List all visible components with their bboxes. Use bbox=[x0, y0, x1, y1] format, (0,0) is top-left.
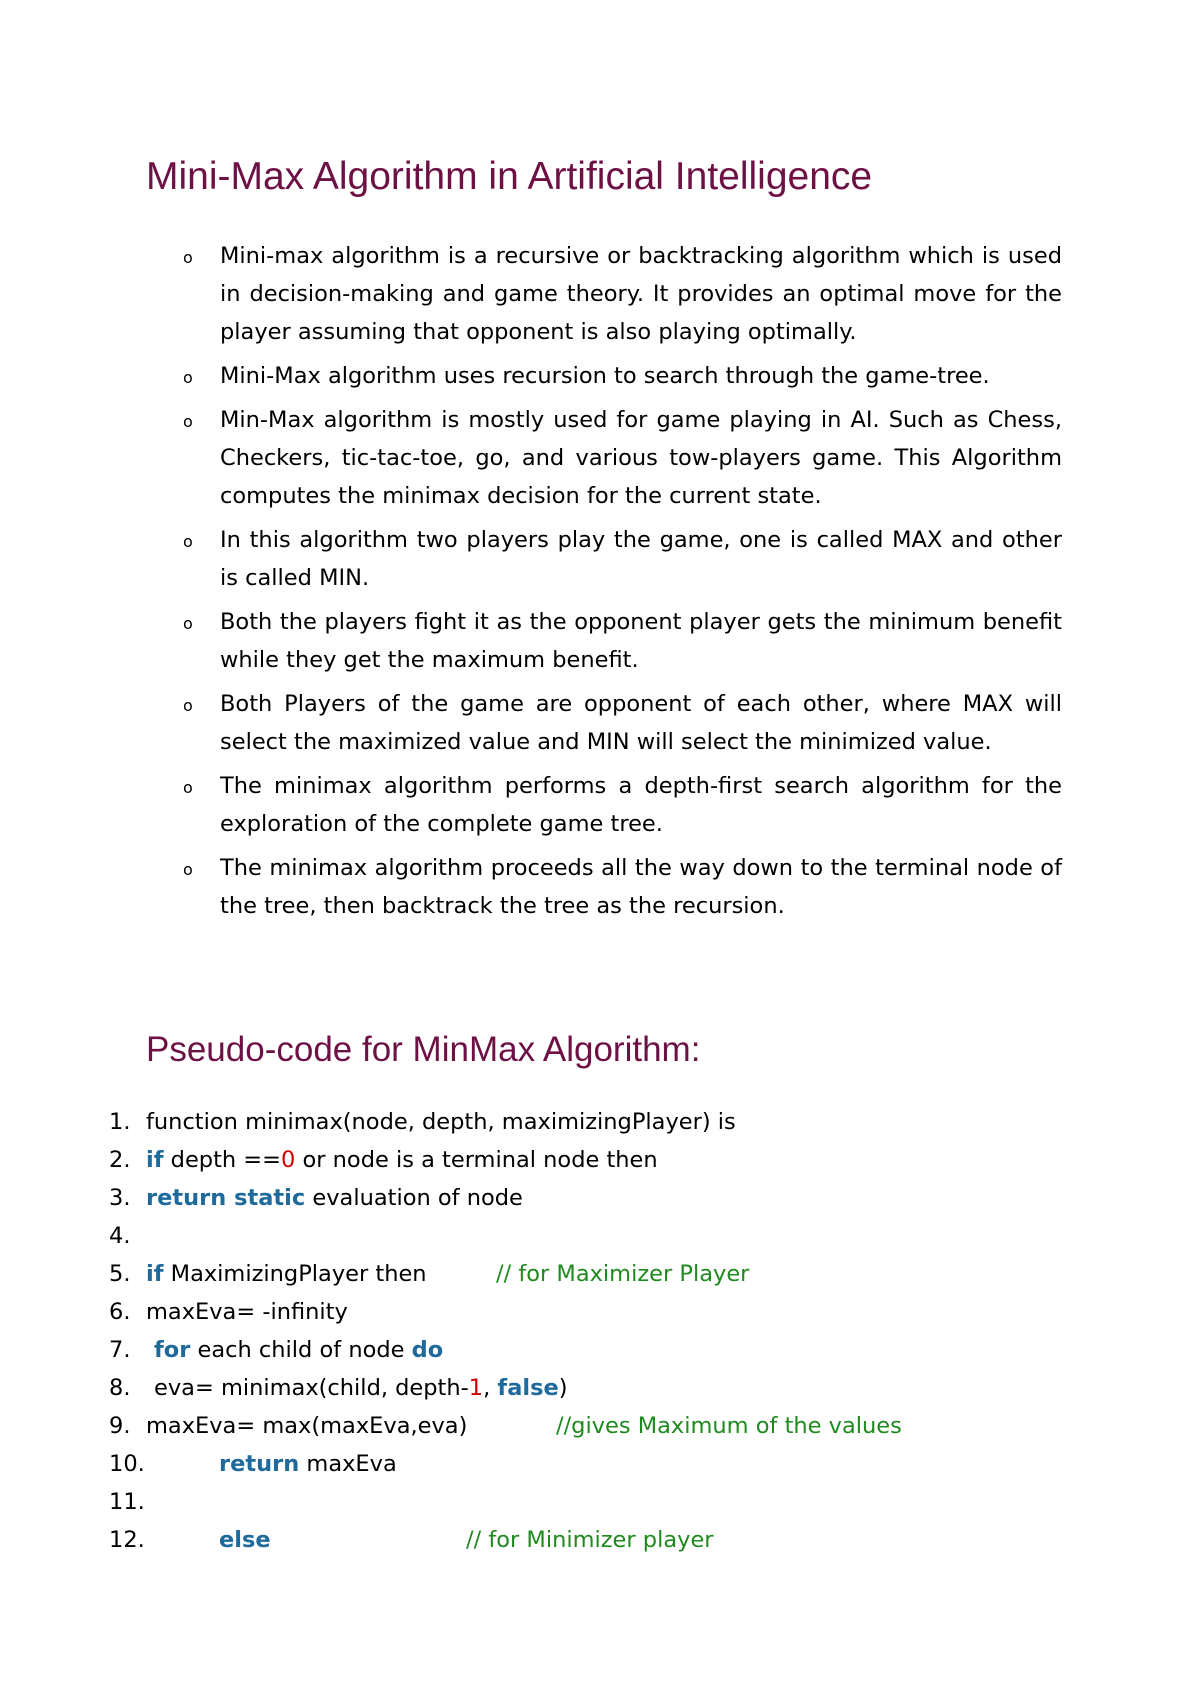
code-plain: maxEva= -infinity bbox=[146, 1299, 348, 1325]
code-keyword: else bbox=[219, 1527, 271, 1553]
bullet-text: Both the players fight it as the opponent player gets the minimum benefit while they get the maximum benefit. bbox=[220, 609, 1062, 673]
bullet-marker-icon: o bbox=[183, 248, 193, 267]
bullet-text: In this algorithm two players play the game, one is called MAX and other is called MIN. bbox=[220, 527, 1062, 591]
code-plain: eva= minimax(child, depth- bbox=[154, 1375, 469, 1401]
code-line bbox=[0, 1483, 1200, 1521]
code-text bbox=[219, 1521, 271, 1559]
code-plain: or node is a terminal node then bbox=[295, 1147, 658, 1173]
code-plain: evaluation of node bbox=[305, 1185, 523, 1211]
code-comment: // for Minimizer player bbox=[466, 1527, 714, 1553]
code-plain: depth == bbox=[163, 1147, 282, 1173]
code-line bbox=[0, 1293, 1200, 1331]
code-keyword: return bbox=[219, 1451, 300, 1477]
code-line bbox=[0, 1217, 1200, 1255]
line-number: 12. bbox=[109, 1527, 145, 1553]
bullet-text: The minimax algorithm performs a depth-first search algorithm for the exploration of the complete game tree. bbox=[220, 773, 1062, 837]
line-number: 2. bbox=[109, 1147, 131, 1173]
bullet-text: The minimax algorithm proceeds all the way down to the terminal node of the tree, then backtrack the tree as the recursion. bbox=[220, 855, 1062, 919]
pseudo-code-list bbox=[0, 1103, 1200, 1559]
code-keyword: do bbox=[411, 1337, 444, 1363]
code-line bbox=[0, 1141, 1200, 1179]
code-text bbox=[146, 1407, 467, 1445]
code-plain: each child of node bbox=[190, 1337, 412, 1363]
list-item bbox=[0, 237, 1062, 351]
code-text bbox=[219, 1445, 397, 1483]
code-keyword: if bbox=[146, 1147, 164, 1173]
code-keyword: return static bbox=[146, 1185, 306, 1211]
page-title: Mini-Max Algorithm in Artificial Intelligence bbox=[146, 155, 873, 198]
bullet-marker-icon: o bbox=[183, 412, 193, 431]
list-item bbox=[0, 685, 1062, 761]
bullet-marker-icon: o bbox=[183, 532, 193, 551]
bullet-marker-icon: o bbox=[183, 368, 193, 387]
code-text bbox=[146, 1103, 736, 1141]
bullet-text: Both Players of the game are opponent of each other, where MAX will select the maximized value and MIN will select the minimized value. bbox=[220, 691, 1062, 755]
code-text bbox=[154, 1369, 568, 1407]
line-number: 4. bbox=[109, 1223, 131, 1249]
code-literal: 1 bbox=[468, 1375, 484, 1401]
code-line bbox=[0, 1521, 1200, 1559]
line-number: 9. bbox=[109, 1413, 131, 1439]
code-literal: 0 bbox=[281, 1147, 296, 1173]
line-number: 1. bbox=[109, 1109, 131, 1135]
line-number: 10. bbox=[109, 1451, 145, 1477]
code-text bbox=[146, 1255, 427, 1293]
bullet-marker-icon: o bbox=[183, 696, 193, 715]
code-text bbox=[146, 1179, 523, 1217]
code-text bbox=[146, 1141, 658, 1179]
code-line bbox=[0, 1331, 1200, 1369]
line-number: 11. bbox=[109, 1489, 145, 1515]
code-text bbox=[146, 1293, 348, 1331]
line-number: 3. bbox=[109, 1185, 131, 1211]
list-item bbox=[0, 357, 1062, 395]
code-plain: maxEva= max(maxEva,eva) bbox=[146, 1413, 468, 1439]
code-keyword: false bbox=[497, 1375, 559, 1401]
line-number: 6. bbox=[109, 1299, 131, 1325]
code-line bbox=[0, 1369, 1200, 1407]
code-keyword: if bbox=[146, 1261, 164, 1287]
code-line bbox=[0, 1179, 1200, 1217]
list-item bbox=[0, 603, 1062, 679]
code-text bbox=[154, 1331, 443, 1369]
bullet-text: Mini-Max algorithm uses recursion to search through the game-tree. bbox=[220, 363, 990, 389]
code-plain: , bbox=[483, 1375, 498, 1401]
bullet-list bbox=[0, 237, 1200, 931]
list-item bbox=[0, 521, 1062, 597]
code-line bbox=[0, 1407, 1200, 1445]
list-item bbox=[0, 767, 1062, 843]
bullet-text: Mini-max algorithm is a recursive or backtracking algorithm which is used in decision-making and game theory. It provides an optimal move for the player assuming that opponent is also playing optimally. bbox=[220, 243, 1062, 345]
code-plain: function minimax(node, depth, maximizingPlayer) is bbox=[146, 1109, 736, 1135]
bullet-text: Min-Max algorithm is mostly used for game playing in AI. Such as Chess, Checkers, tic-tac-toe, go, and various tow-players game. This Algorithm computes the minimax decision for the current state. bbox=[220, 407, 1062, 509]
line-number: 5. bbox=[109, 1261, 131, 1287]
code-keyword: for bbox=[154, 1337, 191, 1363]
bullet-marker-icon: o bbox=[183, 614, 193, 633]
list-item bbox=[0, 849, 1062, 925]
line-number: 7. bbox=[109, 1337, 131, 1363]
code-line bbox=[0, 1255, 1200, 1293]
code-line bbox=[0, 1103, 1200, 1141]
code-line bbox=[0, 1445, 1200, 1483]
bullet-marker-icon: o bbox=[183, 860, 193, 879]
section-title: Pseudo-code for MinMax Algorithm: bbox=[146, 1030, 701, 1069]
bullet-marker-icon: o bbox=[183, 778, 193, 797]
code-comment: // for Maximizer Player bbox=[496, 1261, 750, 1287]
list-item bbox=[0, 401, 1062, 515]
code-comment: //gives Maximum of the values bbox=[556, 1413, 902, 1439]
code-plain: maxEva bbox=[299, 1451, 397, 1477]
line-number: 8. bbox=[109, 1375, 131, 1401]
code-plain: ) bbox=[558, 1375, 568, 1401]
code-plain: MaximizingPlayer then bbox=[163, 1261, 427, 1287]
